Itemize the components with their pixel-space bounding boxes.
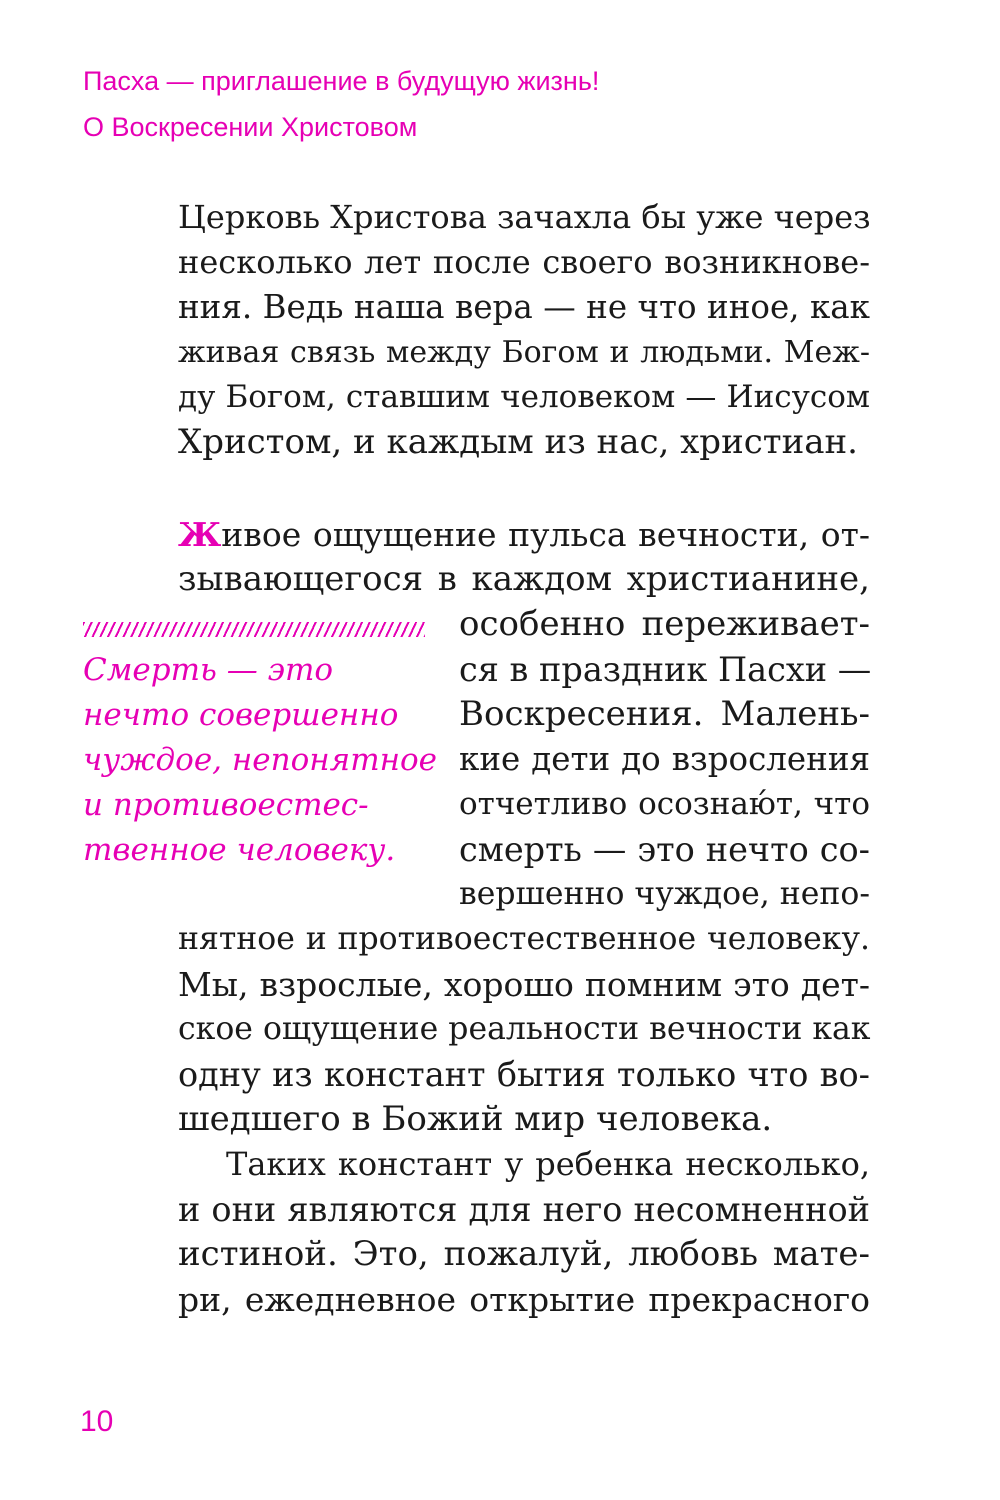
body-line: нятное и противоестественное человеку. <box>178 921 870 957</box>
pull-quote-hatched-rule <box>83 622 425 637</box>
body-line: Мы, взрослые, хорошо помним это дет- <box>178 965 870 1004</box>
pull-quote-line: нечто совершенно <box>83 697 399 733</box>
accent-initial-letter: Ж <box>178 515 222 554</box>
body-line: ри, ежедневное открытие прекрасного <box>178 1280 870 1319</box>
body-line: ду Богом, ставшим человеком — Иисусом <box>178 379 870 415</box>
page-number: 10 <box>80 1405 114 1438</box>
pull-quote <box>83 648 443 873</box>
body-line: живая связь между Богом и людьми. Меж- <box>178 335 870 370</box>
body-line: и они являются для него несомненной <box>178 1190 870 1229</box>
body-line: несколько лет после своего возникнове- <box>178 243 870 281</box>
pull-quote-line: и противоестес- <box>83 787 369 823</box>
body-line-with-drop-letter <box>178 512 870 557</box>
running-header <box>83 58 599 150</box>
pull-quote-line: чуждое, непонятное <box>83 742 438 778</box>
running-header-book-title: Пасха — приглашение в будущую жизнь! <box>83 66 600 96</box>
body-line: шедшего в Божий мир человека. <box>178 1099 773 1139</box>
body-line: истиной. Это, пожалуй, любовь мате- <box>178 1234 870 1274</box>
body-line-narrow: отчетливо осознаю́т, что <box>459 786 870 822</box>
body-line-indented: Таких констант у ребенка несколько, <box>226 1145 870 1183</box>
body-line-narrow: смерть — это нечто со- <box>459 830 870 869</box>
body-line: Христом, и каждым из нас, христиан. <box>178 422 858 462</box>
body-line: ское ощущение реальности вечности как <box>178 1011 871 1047</box>
body-line: ния. Ведь наша вера — не что иное, как <box>178 288 870 326</box>
body-line-narrow: вершенно чуждое, непо- <box>459 876 871 912</box>
pull-quote-line: Смерть — это <box>83 652 334 688</box>
running-header-chapter-title: О Воскресении Христовом <box>83 112 418 142</box>
body-line-narrow: ся в праздник Пасхи — <box>459 650 872 689</box>
body-line: зывающегося в каждом христианине, <box>178 559 870 599</box>
body-line-narrow: особенно переживает- <box>459 604 870 644</box>
body-line-narrow: кие дети до взросления <box>459 740 870 778</box>
pull-quote-line: твенное человеку. <box>83 832 396 868</box>
body-line-narrow: Воскресения. Малень- <box>459 694 870 734</box>
body-line: Церковь Христова зачахла бы уже через <box>178 198 871 236</box>
body-line: одну из констант бытия только что во- <box>178 1055 870 1094</box>
body-line-rest: ивое ощущение пульса вечности, от- <box>221 515 870 554</box>
